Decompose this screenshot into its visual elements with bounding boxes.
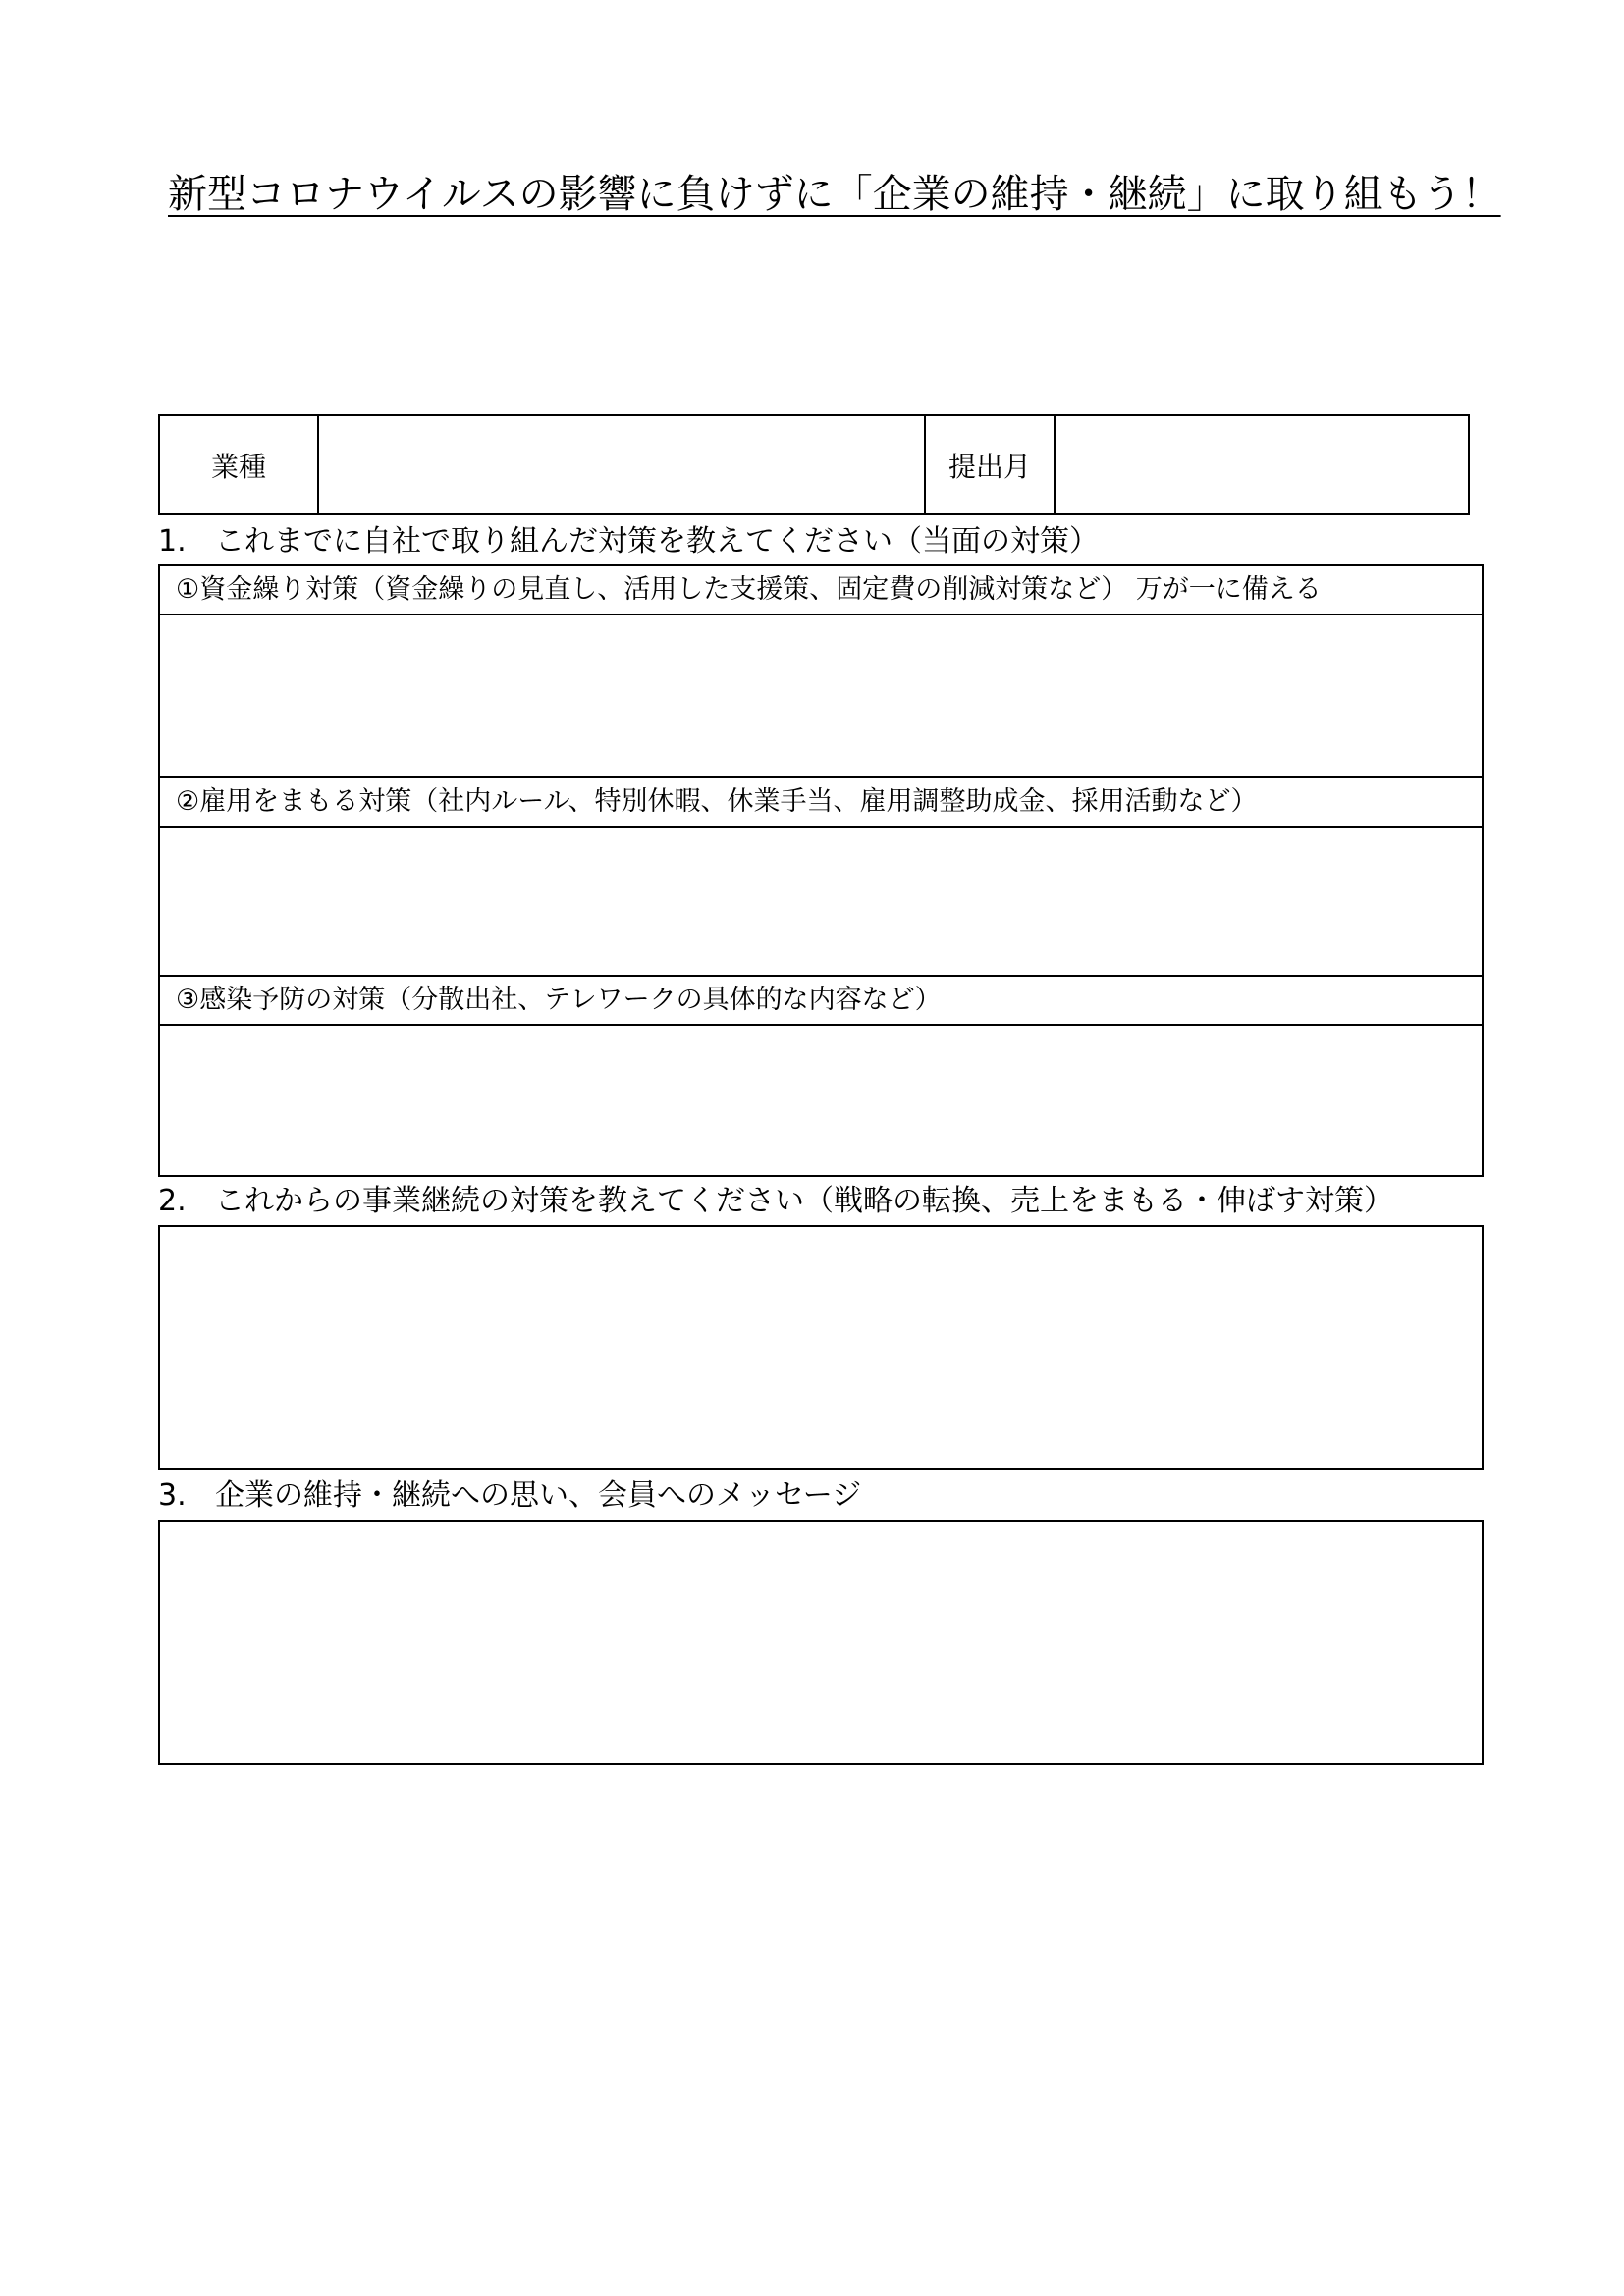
industry-label: 業種 — [210, 450, 266, 483]
section-2-heading — [158, 1182, 1393, 1221]
section-3-number: 3. — [158, 1478, 187, 1513]
funding-measures-answer[interactable] — [160, 615, 1482, 776]
employment-measures-label: ②雇用をまもる対策（社内ルール、特別休暇、休業手当、雇用調整助成金、採用活動など） — [160, 778, 1482, 828]
submission-month-field[interactable] — [1056, 416, 1468, 513]
section-1-heading-text: これまでに自社で取り組んだ対策を教えてください（当面の対策） — [215, 524, 1099, 559]
page-title: 新型コロナウイルスの影響に負けずに「企業の維持・継続」に取り組もう！ — [168, 172, 1501, 217]
section-2-answer-box — [158, 1225, 1484, 1470]
section-2-heading-text: これからの事業継続の対策を教えてください（戦略の転換、売上をまもる・伸ばす対策） — [215, 1184, 1393, 1218]
section-2-number: 2. — [158, 1184, 187, 1218]
message-answer[interactable] — [160, 1522, 1482, 1763]
infection-prevention-answer[interactable] — [160, 1026, 1482, 1175]
infection-prevention-label: ③感染予防の対策（分散出社、テレワークの具体的な内容など） — [160, 977, 1482, 1026]
section-3-heading-text: 企業の維持・継続への思い、会員へのメッセージ — [215, 1478, 862, 1513]
submission-month-label: 提出月 — [947, 450, 1031, 483]
section-3-heading — [158, 1476, 861, 1516]
section-3-answer-box — [158, 1520, 1484, 1765]
business-continuity-answer[interactable] — [160, 1227, 1482, 1468]
funding-measures-label: ①資金繰り対策（資金繰りの見直し、活用した支援策、固定費の削減対策など） 万が一に備える — [160, 566, 1482, 615]
header-table — [158, 414, 1470, 515]
section-1-table — [158, 564, 1484, 1177]
employment-measures-answer[interactable] — [160, 828, 1482, 975]
section-1-number: 1. — [158, 524, 187, 559]
section-1-heading — [158, 522, 1099, 561]
